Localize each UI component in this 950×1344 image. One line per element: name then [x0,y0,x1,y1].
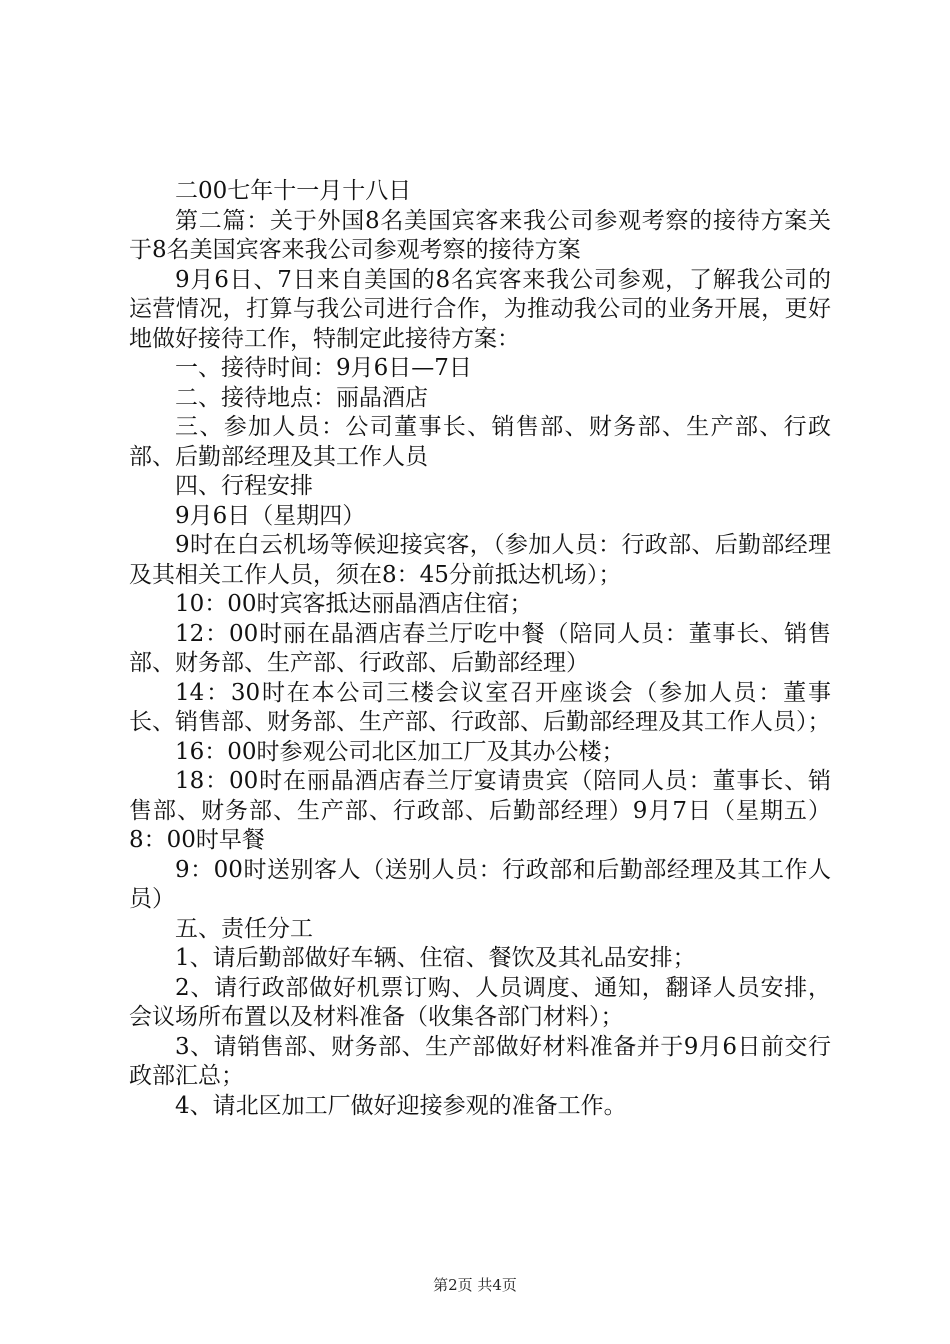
itinerary-day-1: 9月6日（星期四） [175,502,366,529]
itinerary-item: 18：00时在丽晶酒店春兰厅宴请贵宾（陪同人员：董事长、销售部、财务部、生产部、行政部、后勤部经理）9月7日（星期五）8：00时早餐 [129,768,831,853]
responsibility-item: 2、请行政部做好机票订购、人员调度、通知，翻译人员安排，会议场所布置以及材料准备（收集各部门材料）； [129,974,831,1030]
itinerary-heading: 四、行程安排 [175,473,313,499]
itinerary-item: 9：00时送别客人（送别人员：行政部和后勤部经理及其工作人员） [129,856,831,912]
itinerary-item: 12：00时丽在晶酒店春兰厅吃中餐（陪同人员：董事长、销售部、财务部、生产部、行政部、后勤部经理） [129,620,831,676]
page-number: 第2页 共4页 [433,1276,517,1294]
reception-location: 二、接待地点：丽晶酒店 [175,384,428,411]
reception-time: 一、接待时间：9月6日—7日 [175,355,472,381]
responsibility-item: 4、请北区加工厂做好迎接参观的准备工作。 [175,1092,627,1119]
responsibility-item: 1、请后勤部做好车辆、住宿、餐饮及其礼品安排； [175,945,696,971]
intro-paragraph: 9月6日、7日来自美国的8名宾客来我公司参观，了解我公司的运营情况，打算与我公司进行合作，为推动我公司的业务开展，更好地做好接待工作，特制定此接待方案： [129,266,831,352]
responsibility-item: 3、请销售部、财务部、生产部做好材料准备并于9月6日前交行政部汇总； [129,1033,831,1089]
responsibility-heading: 五、责任分工 [175,915,313,942]
section-title: 第二篇：关于外国8名美国宾客来我公司参观考察的接待方案关于8名美国宾客来我公司参观考察的接待方案 [129,207,831,263]
itinerary-item: 16：00时参观公司北区加工厂及其办公楼； [175,738,625,765]
date-line: 二00七年十一月十八日 [175,178,412,204]
participants: 三、参加人员：公司董事长、销售部、财务部、生产部、行政部、后勤部经理及其工作人员 [129,414,831,470]
document-body [129,177,831,1121]
itinerary-item: 14：30时在本公司三楼会议室召开座谈会（参加人员：董事长、销售部、财务部、生产部、行政部、后勤部经理及其工作人员）； [129,679,831,735]
itinerary-item: 10：00时宾客抵达丽晶酒店住宿； [175,591,533,617]
itinerary-item: 9时在白云机场等候迎接宾客，（参加人员：行政部、后勤部经理及其相关工作人员，须在8：45分前抵达机场）； [129,532,831,588]
